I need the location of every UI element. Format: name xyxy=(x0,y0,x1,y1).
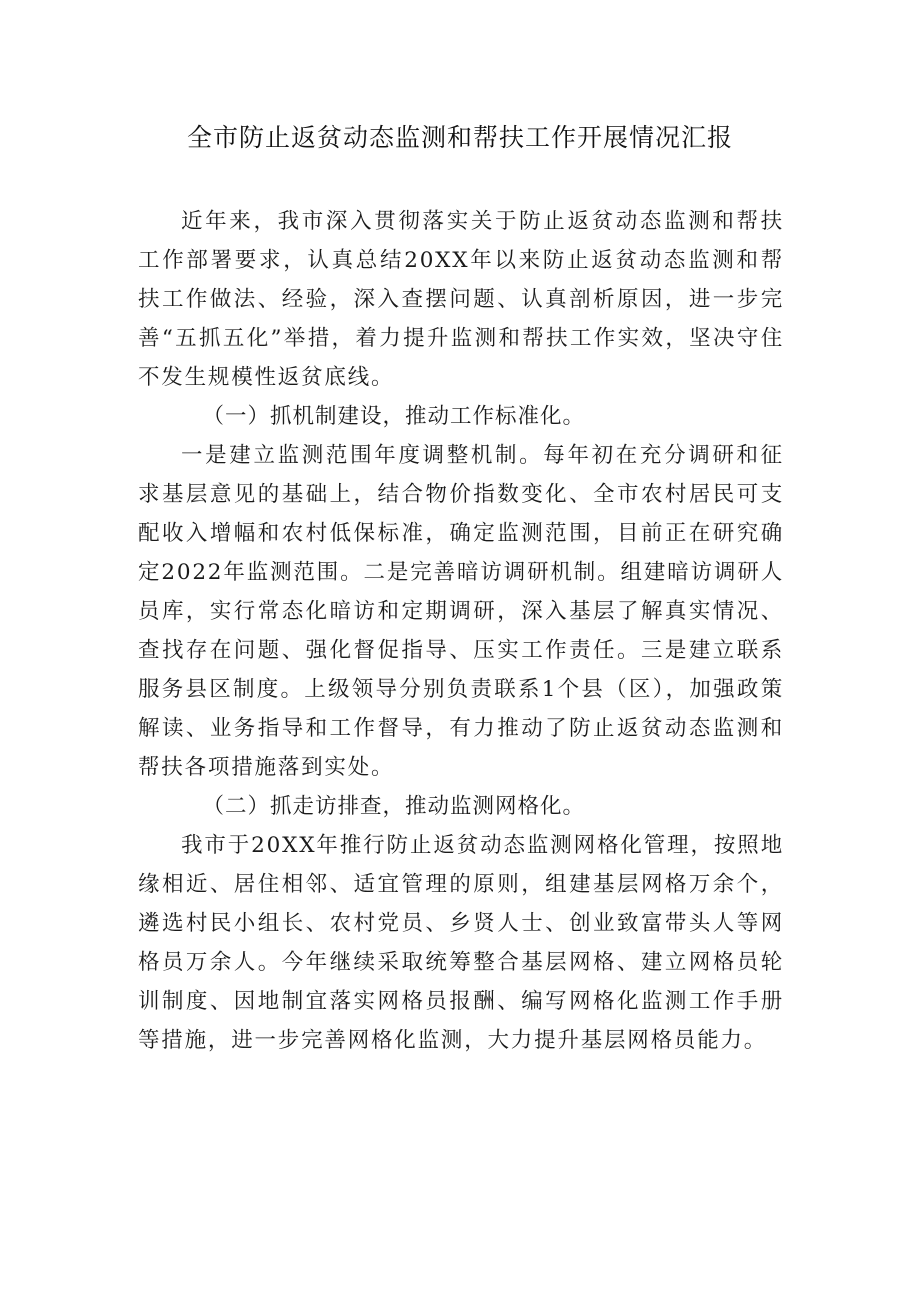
section-2-paragraph: 我市于20XX年推行防止返贫动态监测网格化管理，按照地缘相近、居住相邻、适宜管理的原则，组建基层网格万余个，遴选村民小组长、农村党员、乡贤人士、创业致富带头人等网格员万余人。今年继续采取统筹整合基层网格、建立网格员轮训制度、因地制宜落实网格员报酬、编写网格化监测工作手册等措施，进一步完善网格化监测，大力提升基层网格员能力。 xyxy=(138,833,784,1053)
section-1-heading: （一）抓机制建设，推动工作标准化。 xyxy=(202,404,586,429)
section-1-paragraph: 一是建立监测范围年度调整机制。每年初在充分调研和征求基层意见的基础上，结合物价指数变化、全市农村居民可支配收入增幅和农村低保标准，确定监测范围，目前正在研究确定2022年监测范围。二是完善暗访调研机制。组建暗访调研人员库，实行常态化暗访和定期调研，深入基层了解真实情况、查找存在问题、强化督促指导、压实工作责任。三是建立联系服务县区制度。上级领导分别负责联系1个县（区），加强政策解读、业务指导和工作督导，有力推动了防止返贫动态监测和帮扶各项措施落到实处。 xyxy=(138,443,784,780)
document-title: 全市防止返贫动态监测和帮扶工作开展情况汇报 xyxy=(186,123,733,152)
section-2-heading: （二）抓走访排查，推动监测网格化。 xyxy=(202,794,586,819)
intro-paragraph: 近年来，我市深入贯彻落实关于防止返贫动态监测和帮扶工作部署要求，认真总结20XX年以来防止返贫动态监测和帮扶工作做法、经验，深入查摆问题、认真剖析原因，进一步完善“五抓五化”举措，着力提升监测和帮扶工作实效，坚决守住不发生规模性返贫底线。 xyxy=(138,209,784,390)
document-body xyxy=(138,202,784,1060)
